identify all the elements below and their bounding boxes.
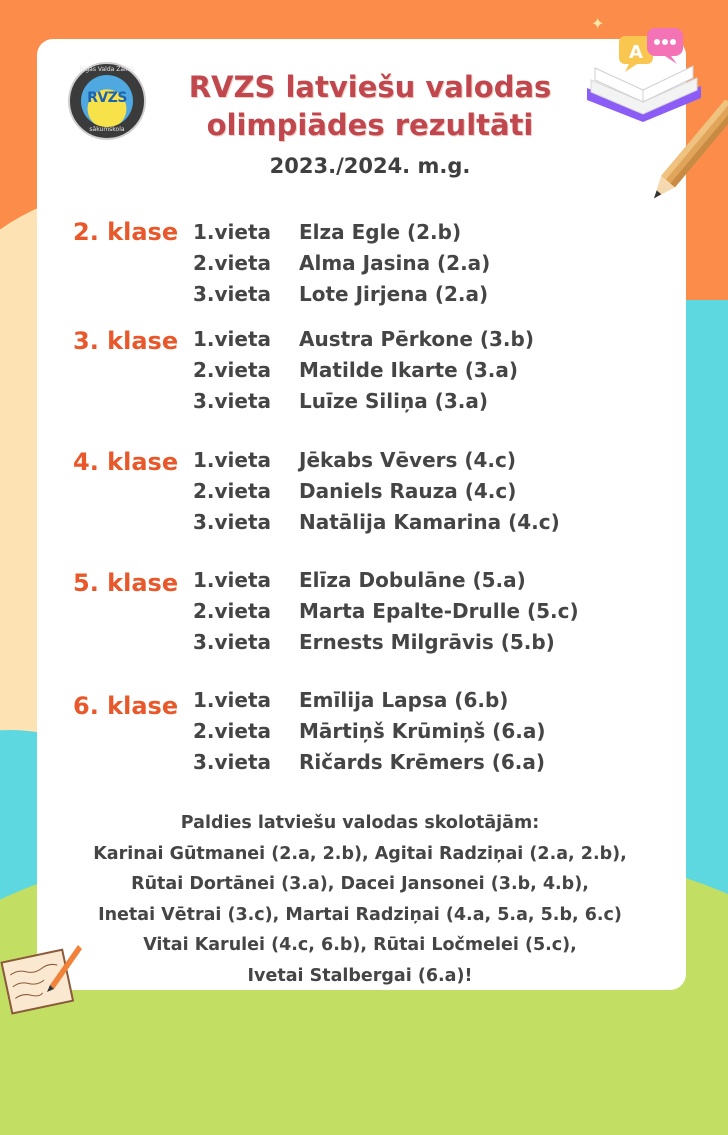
- place-label: 1.vieta: [193, 568, 272, 592]
- sparkle-icon: ✦: [591, 14, 605, 33]
- student-name: Elīza Dobulāne (5.a): [299, 568, 526, 592]
- logo-text: RVZS: [87, 90, 127, 106]
- place-label: 3.vieta: [193, 282, 272, 306]
- student-name: Daniels Rauza (4.c): [299, 479, 517, 503]
- class-label-2: 2. klase: [73, 218, 179, 246]
- place-label: 1.vieta: [193, 220, 272, 244]
- student-name: Lote Jirjena (2.a): [299, 282, 489, 306]
- thanks-line: Vitai Karulei (4.c, 6.b), Rūtai Ločmelei (5.c),: [143, 935, 577, 955]
- place-label: 3.vieta: [193, 750, 272, 774]
- place-label: 3.vieta: [193, 630, 272, 654]
- school-logo: [68, 62, 146, 140]
- student-name: Emīlija Lapsa (6.b): [299, 688, 509, 712]
- student-name: Alma Jasina (2.a): [299, 251, 491, 275]
- title-line-2: olimpiādes rezultāti: [206, 108, 534, 142]
- place-label: 3.vieta: [193, 389, 272, 413]
- place-label: 1.vieta: [193, 448, 272, 472]
- student-name: Mārtiņš Krūmiņš (6.a): [299, 719, 546, 743]
- student-name: Austra Pērkone (3.b): [299, 327, 534, 351]
- page-title: [145, 68, 595, 144]
- class-label-6: 6. klase: [73, 692, 179, 720]
- class-label-4: 4. klase: [73, 448, 179, 476]
- place-label: 2.vieta: [193, 251, 272, 275]
- logo-ring-bottom-text: sākumskola: [89, 126, 125, 133]
- book-bubble-letter: A: [629, 42, 643, 63]
- thanks-line: Inetai Vētrai (3.c), Martai Radziņai (4.a, 5.a, 5.b, 6.c): [98, 904, 622, 925]
- title-line-1: RVZS latviešu valodas: [188, 70, 552, 104]
- student-name: Natālija Kamarina (4.c): [299, 510, 560, 534]
- school-year: 2023./2024. m.g.: [269, 154, 471, 178]
- place-label: 2.vieta: [193, 719, 272, 743]
- student-name: Matilde Ikarte (3.a): [299, 358, 518, 382]
- thanks-section: [40, 808, 680, 991]
- thanks-line: Karinai Gūtmanei (2.a, 2.b), Agitai Radziņai (2.a, 2.b),: [93, 843, 627, 864]
- class-label-3: 3. klase: [73, 327, 179, 355]
- thanks-line: Ivetai Stalbergai (6.a)!: [247, 965, 473, 986]
- thanks-line: Rūtai Dortānei (3.a), Dacei Jansonei (3.b, 4.b),: [131, 874, 589, 894]
- student-name: Ernests Milgrāvis (5.b): [299, 630, 555, 654]
- student-name: Luīze Siliņa (3.a): [299, 389, 488, 413]
- class-label-5: 5. klase: [73, 569, 179, 597]
- logo-ring-top-text: Rīgas Valda Zālītis: [79, 66, 135, 73]
- place-label: 2.vieta: [193, 599, 272, 623]
- thanks-line: Paldies latviešu valodas skolotājām:: [180, 813, 540, 833]
- place-label: 2.vieta: [193, 358, 272, 382]
- student-name: Elza Egle (2.b): [299, 220, 462, 244]
- place-label: 1.vieta: [193, 327, 272, 351]
- student-name: Jēkabs Vēvers (4.c): [299, 448, 517, 472]
- place-label: 2.vieta: [193, 479, 272, 503]
- student-name: Ričards Krēmers (6.a): [299, 750, 546, 774]
- student-name: Marta Epalte-Drulle (5.c): [299, 599, 579, 623]
- pencil-icon: [650, 100, 728, 215]
- place-label: 1.vieta: [193, 688, 272, 712]
- place-label: 3.vieta: [193, 510, 272, 534]
